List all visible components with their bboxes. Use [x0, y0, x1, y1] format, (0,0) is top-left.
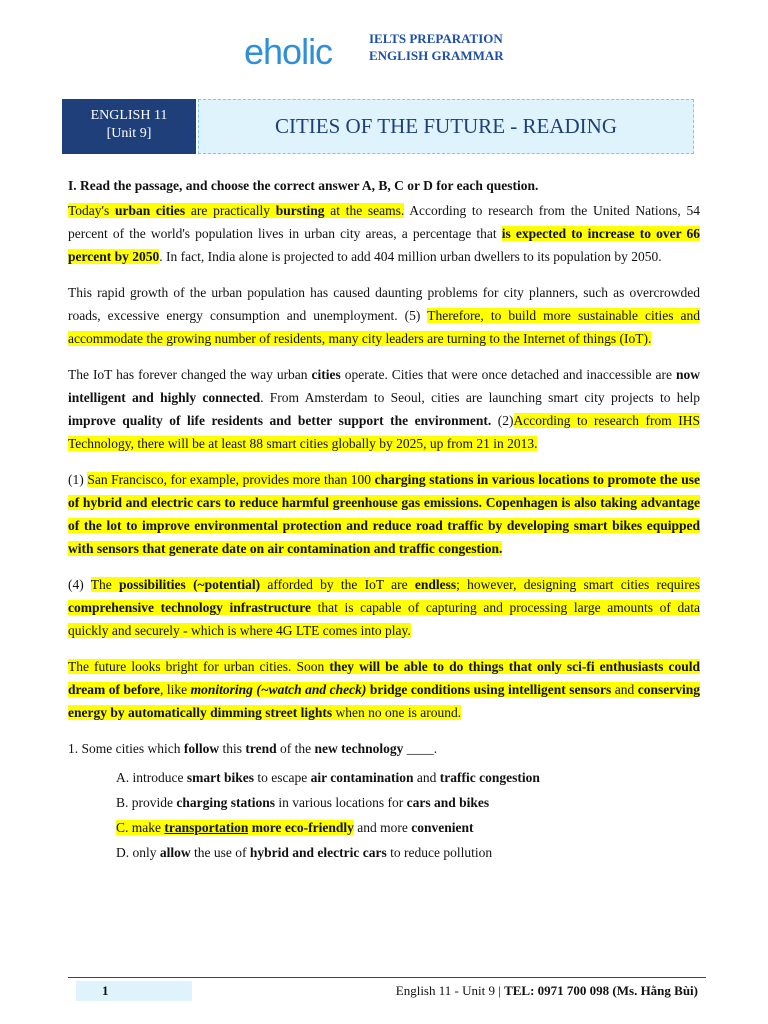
- unit-number: [Unit 9]: [106, 126, 152, 141]
- page-number: 1: [76, 981, 192, 1001]
- page-footer: [68, 977, 706, 1004]
- passage-paragraph-4: (1) San Francisco, for example, provides more than 100 charging stations in various locations to promote the use of hybrid and electric cars to reduce harmful greenhouse gas emissions. Copenhagen is also taking advantage of the lot to improve environmental protection and reduce road traffic by developing smart bikes equipped with sensors that generate date on air contamination and traffic congestion.: [68, 472, 700, 556]
- page-title: CITIES OF THE FUTURE - READING: [198, 99, 694, 154]
- tagline-ielts: IELTS PREPARATION: [369, 31, 503, 46]
- option-d[interactable]: D. only allow the use of hybrid and electric cars to reduce pollution: [116, 845, 493, 860]
- unit-course: ENGLISH 11: [90, 108, 168, 123]
- passage-paragraph-2: This rapid growth of the urban population has caused daunting problems for city planners, such as overcrowded roads, excessive energy consumption and unemployment. (5) Therefore, to build more sustainable cities and accommodate the growing number of residents, many city leaders are turning to the Internet of things (IoT).: [68, 285, 700, 346]
- passage-paragraph-1: Today's urban cities are practically bursting at the seams. According to research from the United Nations, 54 percent of the world's population lives in urban city areas, a percentage that is expected to increase to over 66 percent by 2050. In fact, India alone is projected to add 404 million urban dwellers to its population by 2050.: [68, 203, 700, 264]
- passage-paragraph-3: The IoT has forever changed the way urban cities operate. Cities that were once detached and inaccessible are now intelligent and highly connected. From Amsterdam to Seoul, cities are launching smart city projects to help improve quality of life residents and better support the environment. (2)According to research from IHS Technology, there will be at least 88 smart cities globally by 2025, up from 21 in 2013.: [68, 367, 701, 451]
- unit-badge: [62, 99, 196, 154]
- eholic-logo: eholic: [244, 31, 333, 72]
- header-tagline: [369, 30, 504, 64]
- reading-content: [68, 174, 700, 866]
- option-b[interactable]: B. provide charging stations in various locations for cars and bikes: [116, 795, 490, 810]
- question-number: 1.: [68, 741, 79, 756]
- passage-paragraph-6: The future looks bright for urban cities. Soon they will be able to do things that only sci-fi enthusiasts could dream of before, like monitoring (~watch and check) bridge conditions using intelligent sensors and conserving energy by automatically dimming street lights when no one is around.: [68, 659, 701, 720]
- header: [0, 26, 768, 76]
- instruction: I. Read the passage, and choose the correct answer A, B, C or D for each question.: [68, 178, 539, 193]
- footer-contact: English 11 - Unit 9 | TEL: 0971 700 098 (Ms. Hằng Bùi): [395, 983, 698, 998]
- passage-paragraph-5: (4) The possibilities (~potential) afforded by the IoT are endless; however, designing smart cities requires comprehensive technology infrastructure that is capable of capturing and processing large amounts of data quickly and securely - which is where 4G LTE comes into play.: [68, 577, 701, 638]
- question-1: 1. Some cities which follow this trend of the new technology ____.: [68, 741, 438, 756]
- option-c[interactable]: C. make transportation more eco-friendly and more convenient: [116, 820, 474, 835]
- option-a[interactable]: A. introduce smart bikes to escape air contamination and traffic congestion: [116, 770, 540, 785]
- tagline-grammar: ENGLISH GRAMMAR: [369, 48, 504, 63]
